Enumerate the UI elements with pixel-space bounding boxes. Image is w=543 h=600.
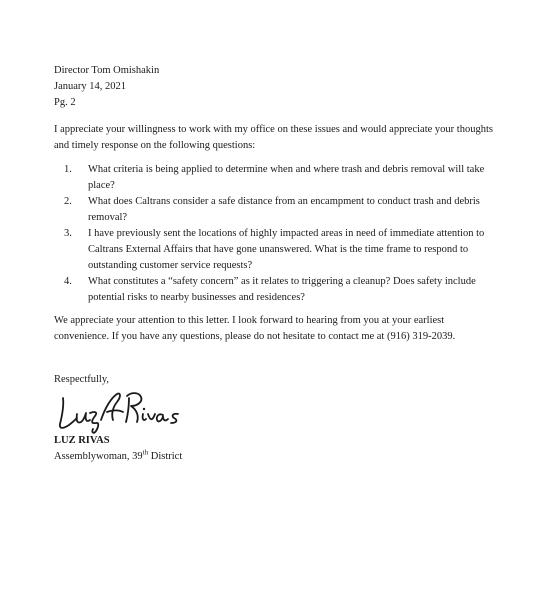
- page-number: Pg. 2: [54, 97, 76, 108]
- signature-stroke: [101, 394, 120, 420]
- signature-stroke: [107, 411, 123, 413]
- list-item: [64, 162, 496, 194]
- date-line: January 14, 2021: [54, 81, 127, 92]
- list-item-number: 2.: [64, 196, 72, 207]
- recipient-line: Director Tom Omishakin: [54, 65, 160, 76]
- list-item-number: 1.: [64, 164, 72, 175]
- signature-stroke: [157, 414, 168, 421]
- closing-salutation: Respectfully,: [54, 374, 110, 385]
- list-item-number: 4.: [64, 276, 72, 287]
- conclusion-paragraph: We appreciate your attention to this letter. I look forward to hearing from you at your earliest convenience. If you have any questions, please do not hesitate to contact me at (916) 319-2039.: [54, 315, 456, 342]
- signature-stroke: [143, 414, 146, 420]
- list-item-text: What constitutes a “safety concern” as it relates to triggering a cleanup? Does safety include potential risks to nearby businesses and residences?: [88, 276, 476, 303]
- list-item-text: What does Caltrans consider a safe distance from an encampment to conduct trash and debris removal?: [88, 196, 480, 223]
- letter-header: [54, 63, 159, 111]
- signature-stroke: [77, 413, 90, 423]
- list-item: [64, 226, 496, 274]
- list-item-text: I have previously sent the locations of highly impacted areas in need of immediate attention to Caltrans External Affairs that have gone unanswered. What is the time frame to respond to outstanding customer service requests?: [88, 228, 485, 271]
- signature-stroke: [148, 414, 155, 419]
- signer-title-text: Assemblywoman, 39: [54, 451, 143, 462]
- list-item: [64, 194, 496, 226]
- questions-list: [64, 162, 496, 306]
- signer-name: LUZ RIVAS: [54, 435, 110, 446]
- list-item-number: 3.: [64, 228, 72, 239]
- signer-title: [54, 449, 182, 465]
- signature-stroke: [126, 398, 129, 422]
- signature-dot: [143, 408, 145, 410]
- signer-title-district: District: [148, 451, 183, 462]
- signature-stroke: [60, 398, 77, 428]
- handwritten-signature: [55, 384, 195, 434]
- list-item-text: What criteria is being applied to determine when and where trash and debris removal will take place?: [88, 164, 485, 191]
- signer-title-ordinal: th: [142, 448, 149, 457]
- signature-stroke: [90, 412, 98, 433]
- signature-stroke: [171, 414, 178, 423]
- intro-paragraph: I appreciate your willingness to work with my office on these issues and would appreciate your thoughts and timely response on the following questions:: [54, 124, 493, 151]
- signature-strokes: [60, 393, 178, 433]
- list-item: [64, 274, 496, 306]
